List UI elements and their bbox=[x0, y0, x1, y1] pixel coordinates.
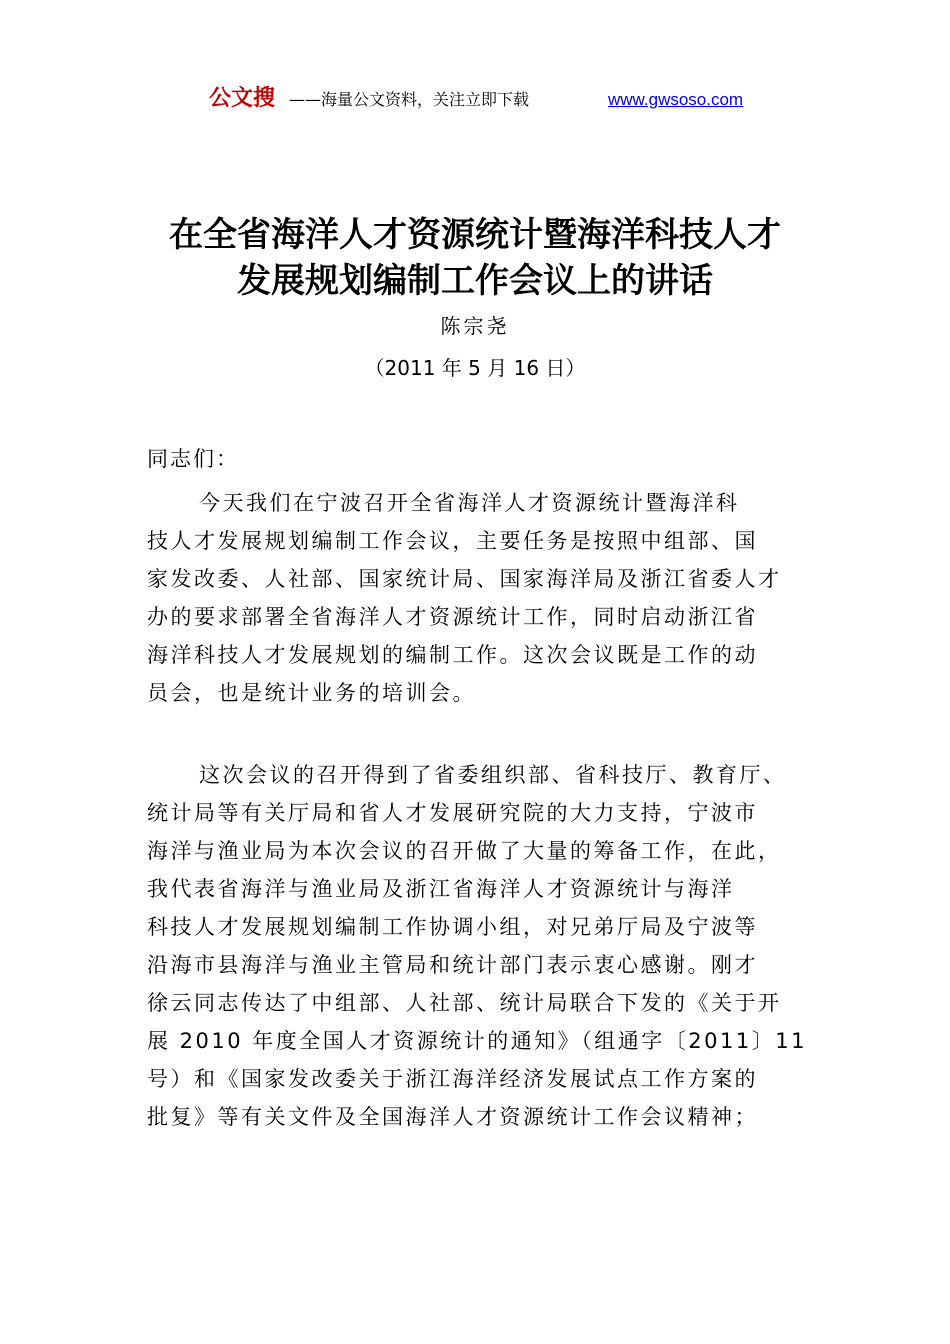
paragraph-line: 号）和《国家发改委关于浙江海洋经济发展试点工作方案的 bbox=[147, 1067, 758, 1091]
paragraph-line: 我代表省海洋与渔业局及浙江省海洋人才资源统计与海洋 bbox=[147, 877, 735, 901]
header-tagline: ——海量公文资料，关注立即下载 bbox=[289, 90, 530, 109]
paragraph-line: 海洋科技人才发展规划的编制工作。这次会议既是工作的动 bbox=[147, 643, 758, 667]
paragraph-line: 家发改委、人社部、国家统计局、国家海洋局及浙江省委人才 bbox=[147, 567, 782, 591]
paragraph-line: 技人才发展规划编制工作会议，主要任务是按照中组部、国 bbox=[147, 529, 758, 553]
paragraph-line: 展 2010 年度全国人才资源统计的通知》（组通字〔2011〕11 bbox=[147, 1029, 807, 1053]
paragraph-line: 科技人才发展规划编制工作协调小组，对兄弟厅局及宁波等 bbox=[147, 915, 758, 939]
page-header bbox=[0, 84, 950, 114]
website-link[interactable]: www.gwsoso.com bbox=[608, 90, 744, 109]
speech-date: （2011 年 5 月 16 日） bbox=[364, 356, 586, 380]
paragraph-line: 海洋与渔业局为本次会议的召开做了大量的筹备工作，在此， bbox=[147, 839, 782, 863]
paragraph-1 bbox=[147, 484, 807, 712]
brand-name: 公文搜 bbox=[209, 86, 276, 111]
paragraph-2 bbox=[147, 756, 807, 1136]
salutation: 同志们： bbox=[147, 447, 239, 471]
paragraph-line: 徐云同志传达了中组部、人社部、统计局联合下发的《关于开 bbox=[147, 991, 782, 1015]
paragraph-line: 员会，也是统计业务的培训会。 bbox=[147, 681, 476, 705]
title-line: 在全省海洋人才资源统计暨海洋科技人才 bbox=[169, 215, 781, 255]
paragraph-line: 沿海市县海洋与渔业主管局和统计部门表示衷心感谢。刚才 bbox=[147, 953, 758, 977]
author-name: 陈宗尧 bbox=[440, 314, 510, 338]
document-title bbox=[100, 212, 850, 304]
title-line: 发展规划编制工作会议上的讲话 bbox=[237, 261, 713, 301]
paragraph-line: 统计局等有关厅局和省人才发展研究院的大力支持，宁波市 bbox=[147, 801, 758, 825]
paragraph-line: 今天我们在宁波召开全省海洋人才资源统计暨海洋科 bbox=[199, 491, 740, 515]
paragraph-line: 办的要求部署全省海洋人才资源统计工作，同时启动浙江省 bbox=[147, 605, 758, 629]
paragraph-line: 这次会议的召开得到了省委组织部、省科技厅、教育厅、 bbox=[199, 763, 787, 787]
paragraph-line: 批复》等有关文件及全国海洋人才资源统计工作会议精神； bbox=[147, 1105, 758, 1129]
